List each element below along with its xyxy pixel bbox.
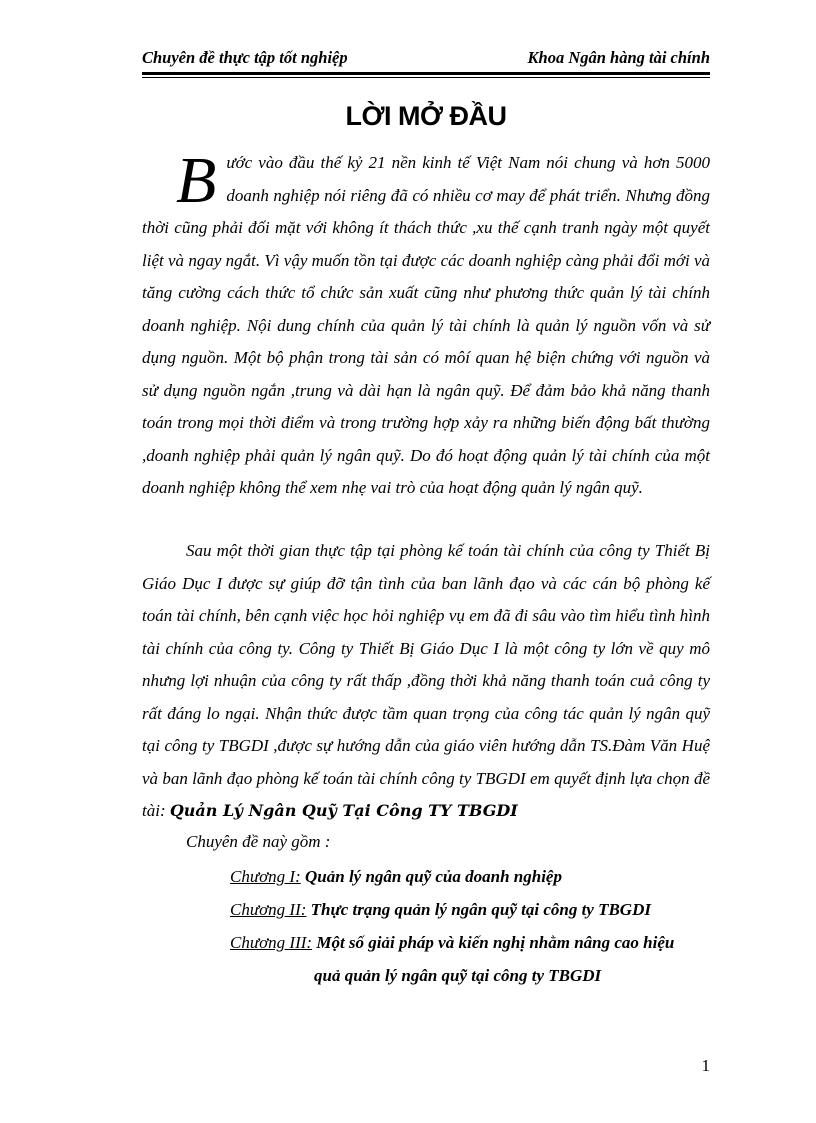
topic-title: Quản Lý Ngân Quỹ Tại Công TY TBGDI (169, 801, 518, 820)
chapter-name: Một số giải pháp và kiến nghị nhằm nâng cao hiệu (316, 933, 675, 952)
header-rule-thick (142, 72, 710, 75)
chapter-item (230, 894, 710, 927)
header-rule-thin (142, 77, 710, 78)
drop-cap: B (176, 144, 217, 217)
chapter-name: Quản lý ngân quỹ của doanh nghiệp (305, 867, 562, 886)
chapter-name: Thực trạng quản lý ngân quỹ tại công ty TBGDI (310, 900, 651, 919)
page-number: 1 (701, 1056, 710, 1075)
page-header (142, 46, 710, 68)
chapter-name-continued: quả quản lý ngân quỹ tại công ty TBGDI (314, 965, 602, 985)
body-text: Sau một thời gian thực tập tại phòng kế toán tài chính của công ty Thiết Bị Giáo Dục I được sự giúp đỡ tận tình của ban lãnh đạo và các cán bộ phòng kế toán tài chính, bên cạnh việc học hỏi nghiệp vụ em đã đi sâu vào tìm hiểu tình hình tài chính của công ty. Công ty Thiết Bị Giáo Dục I là một công ty lớn về quy mô nhưng lợi nhuận của công ty rất thấp ,đồng thời khả năng thanh toán cuả công ty rất đáng lo ngại. Nhận thức được tầm quan trọng của công tác quản lý ngân quỹ tại công ty TBGDI ,được sự hướng dẫn của giáo viên hướng dẫn TS.Đàm Văn Huệ và ban lãnh đạo phòng kế toán tài chính công ty TBGDI em quyết định lựa chọn đề tài: (142, 541, 710, 820)
intro-text: ước vào đầu thế kỷ 21 nền kinh tế Việt Nam nói chung và hơn 5000 doanh nghiệp nói riêng đã có nhiều cơ may để phát triển. Nhưng đồng thời cũng phải đối mặt với không ít thách thức ,xu thế cạnh tranh ngày một quyết liệt và ngay ngắt. Vì vậy muốn tồn tại được các doanh nghiệp càng phải đổi mới và tăng cường cách thức tổ chức sản xuất cũng như phương thức quản lý tài chính doanh nghiệp. Nội dung chính của quản lý tài chính là quản lý nguồn vốn và sử dụng nguồn. Một bộ phận trong tài sản có môí quan hệ biện chứng với nguồn và sử dụng nguồn ngắn ,trung và dài hạn là ngân quỹ. Để đảm bảo khả năng thanh toán trong mọi thời điểm và trong trường hợp xảy ra những biến động bất thường ,doanh nghiệp phải quản lý ngân quỹ. Do đó hoạt động quản lý tài chính của một doanh nghiệp không thể xem nhẹ vai trò của hoạt động quản lý ngân quỹ. (142, 153, 710, 497)
body-paragraph (142, 535, 710, 828)
header-rule (142, 72, 710, 78)
header-right: Khoa Ngân hàng tài chính (527, 48, 710, 67)
header-left: Chuyên đề thực tập tốt nghiệp (142, 48, 348, 67)
chapter-label: Chương II: (230, 900, 307, 919)
chapter-label: Chương III: (230, 933, 313, 952)
page-title: LỜI MỞ ĐẦU (345, 101, 507, 131)
chapter-item (230, 861, 710, 894)
chapter-item (230, 927, 710, 992)
intro-paragraph (142, 144, 710, 505)
chapter-label: Chương I: (230, 867, 301, 886)
chapters-intro: Chuyên đề naỳ gồm : (186, 832, 331, 851)
